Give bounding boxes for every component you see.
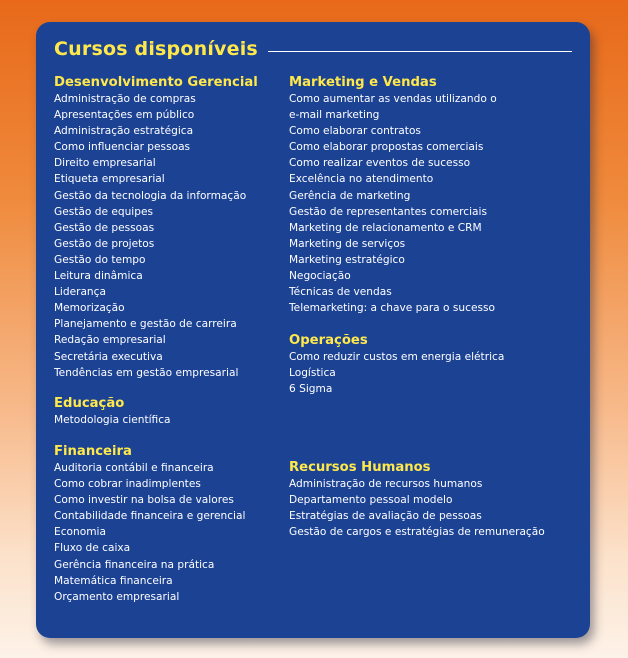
course-item: Marketing de relacionamento e CRM: [289, 221, 482, 234]
course-item: Contabilidade financeira e gerencial: [54, 510, 246, 523]
courses-panel: [36, 22, 590, 638]
course-item: Administração de compras: [54, 93, 196, 105]
course-item: Como cobrar inadimplentes: [54, 478, 201, 491]
course-item: Etiqueta empresarial: [54, 173, 165, 186]
section-desenvolvimento-gerencial: [54, 74, 258, 381]
course-item: Técnicas de vendas: [289, 286, 392, 299]
course-item: Economia: [54, 526, 106, 539]
course-item: Como influenciar pessoas: [54, 141, 191, 154]
course-item: Matemática financeira: [54, 574, 173, 587]
course-item: e-mail marketing: [289, 109, 380, 122]
panel-header: [54, 36, 572, 62]
course-item: Gestão de representantes comerciais: [289, 205, 488, 218]
course-list: [54, 412, 171, 428]
course-item: Auditoria contábil e financeira: [54, 462, 214, 474]
course-item: Leitura dinâmica: [54, 270, 143, 283]
course-item: Gerência de marketing: [289, 189, 411, 202]
course-list: [289, 476, 545, 540]
section-title: Financeira: [54, 444, 132, 459]
course-item: Redação empresarial: [54, 334, 166, 347]
course-item: Fluxo de caixa: [54, 542, 131, 555]
course-item: Gerência financeira na prática: [54, 558, 215, 571]
course-item: Apresentações em público: [54, 109, 195, 122]
section-financeira: [54, 443, 245, 605]
course-item: Como aumentar as vendas utilizando o: [289, 93, 497, 105]
course-item: Gestão da tecnologia da informação: [54, 189, 247, 202]
course-item: Departamento pessoal modelo: [289, 494, 453, 507]
course-item: Como reduzir custos em energia elétrica: [289, 351, 505, 363]
section-marketing-e-vendas: [289, 74, 497, 316]
course-item: Tendências em gestão empresarial: [54, 366, 239, 379]
course-item: Gestão de pessoas: [54, 221, 155, 234]
course-item: Administração estratégica: [54, 125, 194, 138]
course-item: Como realizar eventos de sucesso: [289, 157, 471, 170]
course-item: Gestão de cargos e estratégias de remuneração: [289, 526, 545, 539]
course-item: Logística: [289, 367, 336, 380]
course-list: [289, 91, 497, 316]
course-item: Liderança: [54, 286, 106, 299]
course-item: 6 Sigma: [289, 383, 333, 396]
section-title: Educação: [54, 396, 125, 411]
page-title: Cursos disponíveis: [54, 38, 258, 60]
course-item: Telemarketing: a chave para o sucesso: [289, 302, 495, 315]
course-item: Secretária executiva: [54, 350, 163, 363]
section-educacao: [54, 395, 171, 428]
course-item: Metodologia científica: [54, 414, 171, 426]
section-recursos-humanos: [289, 459, 545, 540]
section-title: Operações: [289, 333, 368, 348]
course-item: Estratégias de avaliação de pessoas: [289, 510, 482, 523]
course-list: [54, 91, 258, 381]
section-title: Recursos Humanos: [289, 460, 431, 475]
course-item: Gestão de projetos: [54, 237, 155, 250]
course-list: [54, 460, 245, 605]
course-item: Gestão de equipes: [54, 205, 154, 218]
course-item: Como elaborar propostas comerciais: [289, 141, 484, 154]
course-item: Orçamento empresarial: [54, 590, 180, 603]
section-operacoes: [289, 332, 504, 397]
course-item: Marketing estratégico: [289, 253, 405, 266]
course-item: Como elaborar contratos: [289, 125, 421, 138]
course-item: Planejamento e gestão de carreira: [54, 318, 237, 331]
course-item: Gestão do tempo: [54, 253, 146, 266]
course-item: Direito empresarial: [54, 157, 156, 170]
section-title: Desenvolvimento Gerencial: [54, 75, 258, 90]
course-item: Marketing de serviços: [289, 237, 406, 250]
section-title: Marketing e Vendas: [289, 75, 437, 90]
course-item: Como investir na bolsa de valores: [54, 494, 234, 507]
header-divider: [268, 51, 572, 52]
course-item: Memorização: [54, 302, 125, 315]
course-item: Administração de recursos humanos: [289, 478, 483, 490]
course-item: Negociação: [289, 270, 351, 283]
course-item: Excelência no atendimento: [289, 173, 434, 186]
course-list: [289, 349, 504, 397]
